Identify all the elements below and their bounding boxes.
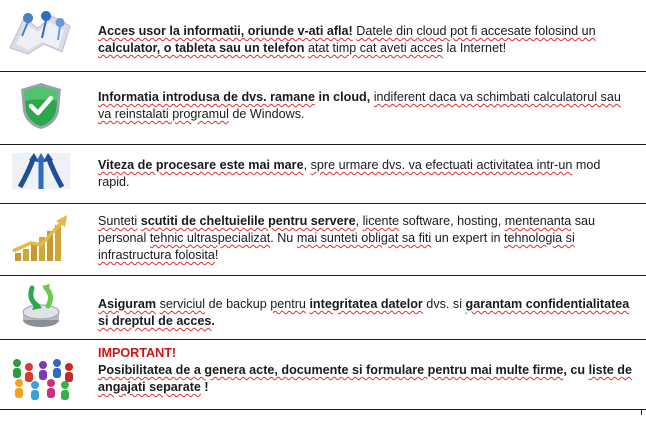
text-segment: sau personal (98, 214, 596, 245)
text-segment: serviciul (159, 297, 206, 311)
text-segment: calculator, o tableta sau un telefon (98, 41, 305, 55)
text-segment: Informatia introdusa de dvs. ramane (98, 90, 315, 104)
text-segment: indiferent daca va schimbati calculatorul sau va reinstalati programul (98, 90, 621, 121)
security-shield-icon (8, 80, 74, 132)
text-segment: in cloud, (314, 90, 371, 104)
text-segment: mod rapid. (98, 158, 601, 189)
feature-row (0, 0, 646, 72)
text-segment: . Nu (270, 231, 297, 245)
text-segment: la Internet! (443, 41, 507, 55)
text-segment: , (355, 214, 363, 228)
important-heading: IMPORTANT! (98, 346, 177, 360)
feature-row (0, 204, 646, 276)
feature-text (98, 213, 632, 264)
feature-row (0, 276, 646, 340)
text-segment: spre urmare dvs. va efectuati activitatea intr-un (310, 158, 573, 172)
text-segment: garantam confidentialitatea (465, 297, 630, 311)
text-segment: mai sunteti obligat sa fiti (296, 231, 432, 245)
text-segment: Acces usor la informatii, oriunde v-ati afla! (98, 24, 353, 38)
growth-chart-icon (8, 212, 74, 264)
feature-text (98, 89, 632, 123)
feature-text (98, 23, 632, 57)
text-segment: integritatea datelor (309, 297, 423, 311)
text-segment: pentru (270, 297, 306, 311)
text-segment: ! (214, 248, 219, 262)
map-pins-icon (8, 8, 74, 56)
feature-row (0, 340, 646, 410)
text-segment: , (303, 158, 311, 172)
text-segment: Viteza de procesare este mai mare (98, 158, 304, 172)
people-group-icon (8, 354, 78, 402)
backup-drive-icon (8, 282, 74, 332)
page-edge-mark (641, 409, 642, 415)
text-segment: tehnologia si infrastructura folosita (98, 231, 575, 262)
text-segment: scutiti de cheltuielile pentru servere (140, 214, 356, 228)
text-segment: Posibilitatea de a genera acte, documente si formulare pentru mai multe firme (98, 363, 564, 377)
text-segment: dvs. si (422, 297, 466, 311)
text-segment: un expert in (431, 231, 505, 245)
important-body (98, 362, 632, 396)
text-segment: atat timp cat aveti acces (307, 41, 444, 55)
text-segment: ! (200, 380, 209, 394)
text-segment: . (211, 314, 215, 328)
text-segment: tehnic ultraspecializat (149, 231, 271, 245)
text-segment: liste de angajati separate (98, 363, 633, 394)
feature-row (0, 72, 646, 145)
text-segment: de backup (205, 297, 271, 311)
text-segment: Datele din cloud pot fi accesate folosind un (356, 24, 596, 38)
text-segment: software, hosting, (399, 214, 505, 228)
text-segment: , cu (563, 363, 589, 377)
text-segment: de Windows. (228, 107, 305, 121)
feature-text (98, 296, 632, 330)
text-segment: licente (362, 214, 399, 228)
text-segment: Asiguram (98, 297, 157, 311)
feature-text (98, 345, 632, 396)
speed-arrows-icon (8, 151, 74, 191)
text-segment: mentenanta (504, 214, 572, 228)
text-segment: Sunteti (98, 214, 138, 228)
feature-text (98, 157, 632, 191)
feature-row (0, 145, 646, 204)
text-segment: si dreptul de acces (98, 314, 212, 328)
